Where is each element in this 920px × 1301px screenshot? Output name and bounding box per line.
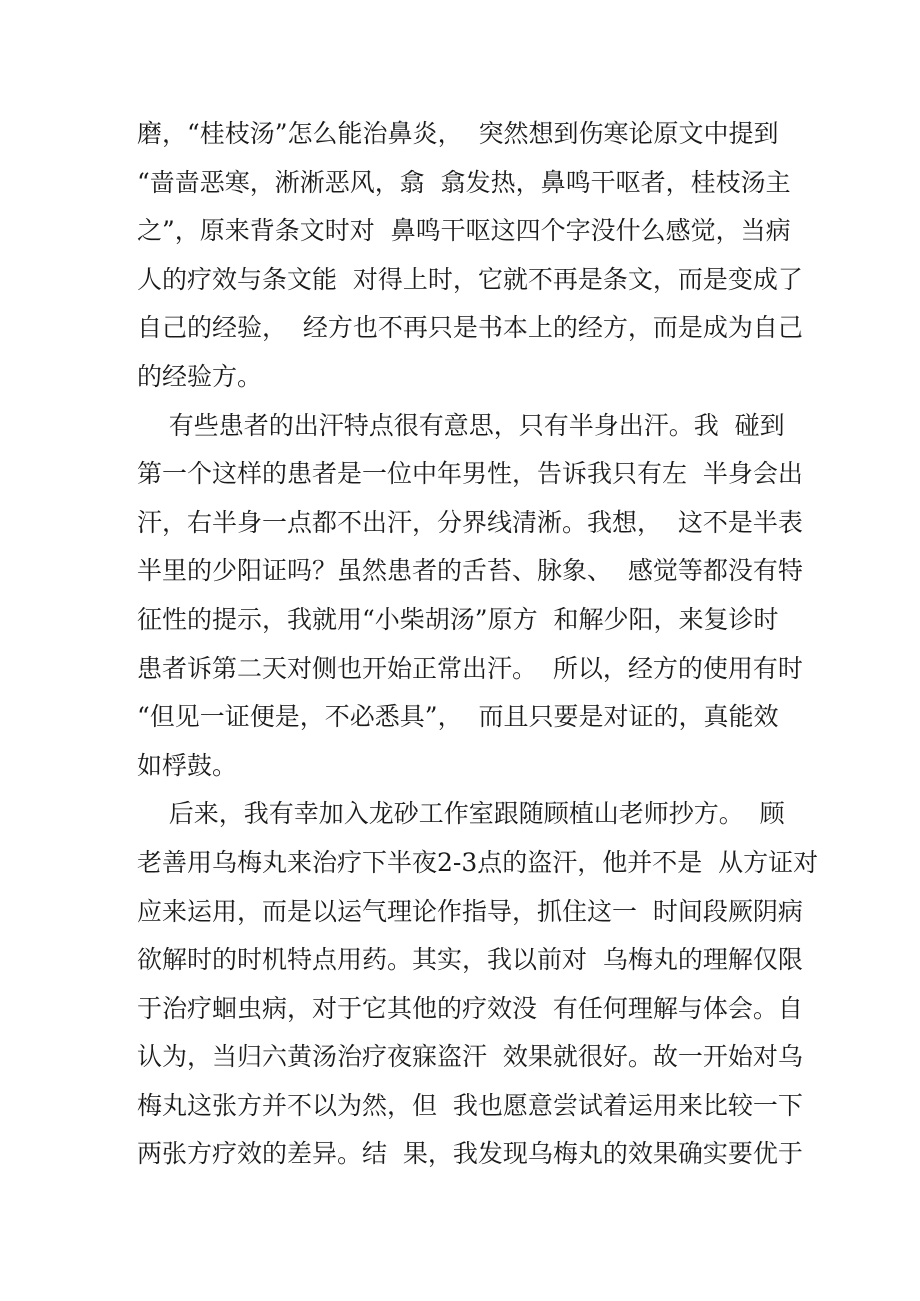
text-line: 后来，我有幸加入龙砂工作室跟随顾植山老师抄方。 顾 (137, 799, 785, 829)
text-line: “啬啬恶寒，淅淅恶风，翕 翕发热，鼻鸣干呕者，桂枝汤主 (137, 167, 791, 197)
text-line: 于治疗蛔虫病，对于它其他的疗效没 有任何理解与体会。自 (137, 993, 803, 1023)
text-line: 半里的少阳证吗？虽然患者的舌苔、脉象、 感觉等都没有特 (137, 556, 803, 586)
text-line: 人的疗效与条文能 对得上时，它就不再是条文，而是变成了 (137, 264, 803, 294)
text-line: 汗，右半身一点都不出汗，分界线清淅。我想， 这不是半表 (137, 507, 803, 537)
text-line: “但见一证便是，不必悉具”， 而且只要是对证的，真能效 (137, 702, 779, 732)
text-line: 梅丸这张方并不以为然，但 我也愿意尝试着运用来比较一下 (137, 1090, 803, 1120)
text-line: 自己的经验， 经方也不再只是书本上的经方，而是成为自己 (137, 313, 803, 343)
text-line: 两张方疗效的差异。结 果，我发现乌梅丸的效果确实要优于 (137, 1139, 803, 1169)
text-line: 老善用乌梅丸来治疗下半夜2-3点的盗汗，他并不是 从方证对 (137, 847, 819, 877)
text-line: 患者诉第二天对侧也开始正常出汗。 所以，经方的使用有时 (137, 653, 803, 683)
text-line: 有些患者的出汗特点很有意思，只有半身出汗。我 碰到 (137, 410, 785, 440)
text-line: 第一个这样的患者是一位中年男性，告诉我只有左 半身会出 (137, 459, 803, 489)
text-line: 磨，“桂枝汤”怎么能治鼻炎， 突然想到伤寒论原文中提到 (137, 119, 779, 148)
text-line: 应来运用，而是以运气理论作指导，抓住这一 时间段厥阴病 (137, 896, 803, 926)
text-line: 欲解时的时机特点用药。其实，我以前对 乌梅丸的理解仅限 (137, 945, 803, 975)
text-line: 认为，当归六黄汤治疗夜寐盗汗 效果就很好。故一开始对乌 (137, 1042, 803, 1072)
text-line: 之”，原来背条文时对 鼻鸣干呕这四个字没什么感觉，当病 (137, 216, 791, 246)
body-text (137, 110, 819, 1179)
text-line: 的经验方。 (137, 361, 263, 391)
text-line: 如桴鼓。 (137, 750, 238, 780)
text-line: 征性的提示，我就用“小柴胡汤”原方 和解少阳，来复诊时 (137, 604, 779, 634)
